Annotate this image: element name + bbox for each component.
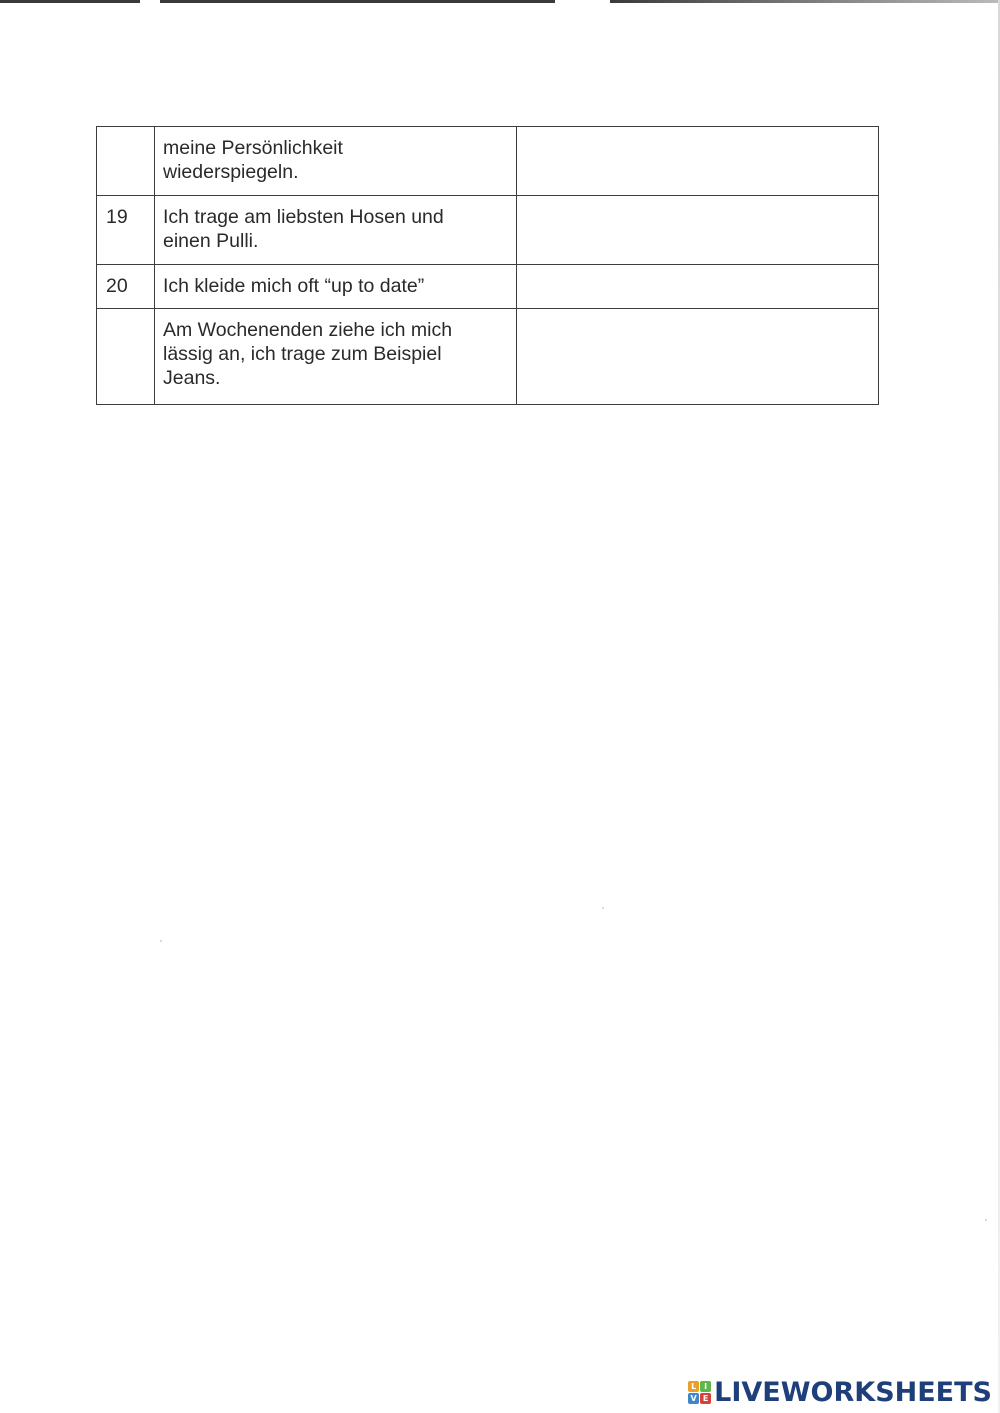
- scan-speck: [602, 907, 604, 909]
- statement-line: wiederspiegeln.: [163, 161, 299, 183]
- statement-text: [155, 127, 516, 193]
- logo-mark-letter: L: [688, 1381, 699, 1392]
- table-row: [97, 127, 879, 196]
- statement-line: Ich kleide mich oft “up to date”: [163, 275, 425, 297]
- statement-line: Am Wochenenden ziehe ich mich: [163, 319, 453, 341]
- statement-text: [155, 309, 516, 399]
- row-number-cell: [97, 127, 155, 196]
- scan-edge-left: [0, 0, 140, 3]
- logo-mark-letter: I: [700, 1381, 711, 1392]
- statement-text: [155, 265, 516, 307]
- row-number: 19: [106, 206, 128, 228]
- answer-field[interactable]: [517, 265, 878, 308]
- statement-cell: [155, 309, 517, 405]
- row-number-cell: [97, 309, 155, 405]
- statement-cell: [155, 196, 517, 265]
- statement-line: lässig an, ich trage zum Beispiel: [163, 343, 442, 365]
- scan-speck: [160, 940, 162, 942]
- logo-mark-letter: V: [688, 1393, 699, 1404]
- answer-cell: [517, 127, 879, 196]
- answer-field[interactable]: [517, 309, 878, 404]
- answer-cell: [517, 309, 879, 405]
- liveworksheets-logo[interactable]: [688, 1375, 992, 1409]
- logo-text: LIVEWORKSHEETS: [714, 1376, 992, 1408]
- statement-text: [155, 196, 516, 262]
- statement-cell: [155, 127, 517, 196]
- row-number-cell: [97, 196, 155, 265]
- row-number: [97, 127, 154, 136]
- logo-mark-letter: E: [700, 1393, 711, 1404]
- scan-edge-middle: [160, 0, 555, 3]
- scan-edge-right: [610, 0, 1000, 3]
- table-row: [97, 196, 879, 265]
- statement-line: Jeans.: [163, 367, 221, 389]
- row-number: [97, 309, 154, 318]
- statement-line: meine Persönlichkeit: [163, 137, 343, 159]
- answer-field[interactable]: [517, 196, 878, 264]
- statement-line: Ich trage am liebsten Hosen und: [163, 206, 444, 228]
- answer-cell: [517, 265, 879, 309]
- statement-line: einen Pulli.: [163, 230, 259, 252]
- table-row: [97, 265, 879, 309]
- row-number: 20: [106, 275, 128, 297]
- answer-cell: [517, 196, 879, 265]
- table-row: [97, 309, 879, 405]
- row-number-cell: [97, 265, 155, 309]
- scan-speck: [985, 1219, 987, 1221]
- answer-field[interactable]: [517, 127, 878, 195]
- statement-cell: [155, 265, 517, 309]
- statement-table: [96, 126, 879, 405]
- liveworksheets-logo-icon: [688, 1381, 711, 1404]
